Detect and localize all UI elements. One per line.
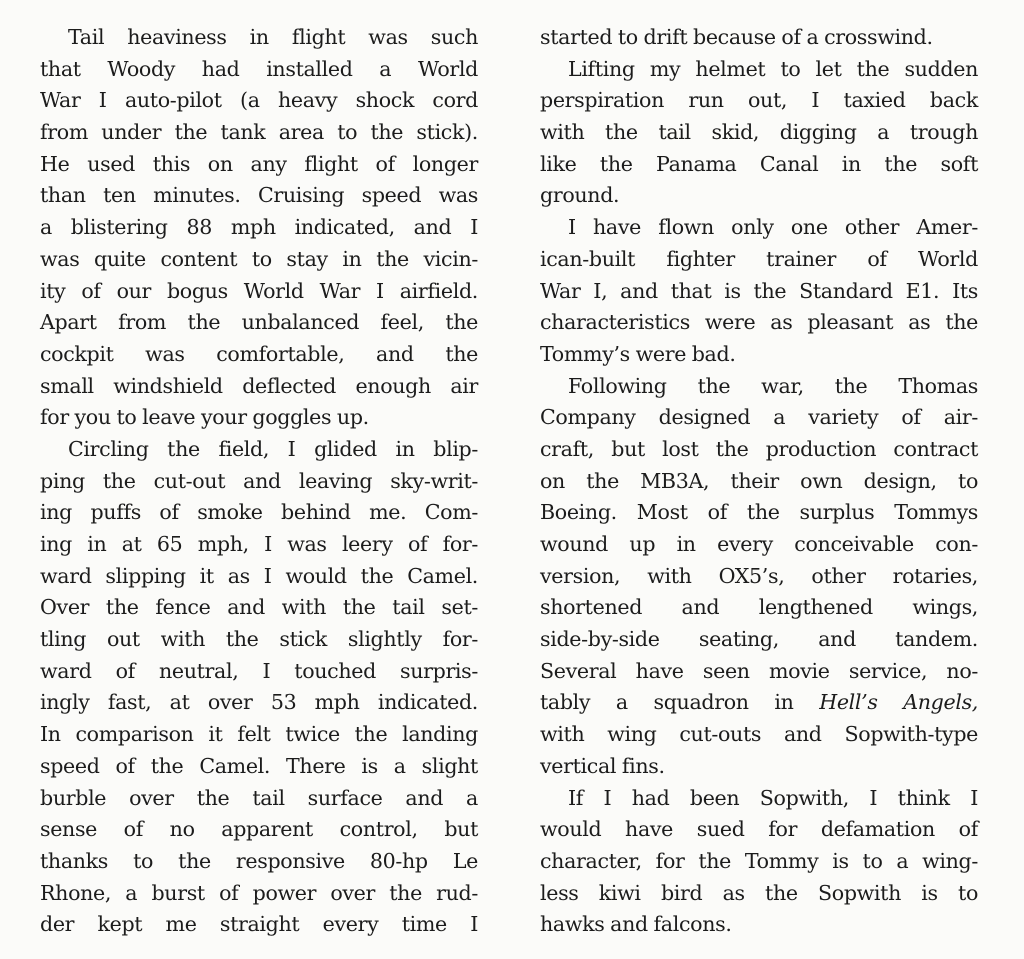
- text-line: Boeing. Most of the surplus Tommys: [540, 500, 978, 525]
- text-line: War I auto-pilot (a heavy shock cord: [40, 88, 478, 113]
- text-line: from under the tank area to the stick).: [40, 120, 478, 145]
- right-column: [540, 22, 978, 941]
- text-line: ican-built fighter trainer of World: [540, 246, 978, 271]
- text-line: Rhone, a burst of power over the rud-: [40, 880, 478, 905]
- text-line: ping the cut-out and leaving sky-writ-: [40, 468, 478, 493]
- text-line: [540, 687, 978, 719]
- text-line: perspiration run out, I taxied back: [540, 88, 978, 113]
- text-line: Several have seen movie service, no-: [540, 658, 978, 683]
- text-line: Tail heaviness in flight was such: [68, 25, 478, 49]
- text-line: ity of our bogus World War I airfield.: [40, 278, 478, 303]
- text-line: with wing cut-outs and Sopwith-type: [540, 722, 978, 747]
- text-line: speed of the Camel. There is a slight: [40, 753, 478, 778]
- text-line: Apart from the unbalanced feel, the: [40, 310, 478, 335]
- text-line: thanks to the responsive 80-hp Le: [40, 848, 478, 873]
- text-line: would have sued for defamation of: [540, 817, 978, 842]
- text-line: Lifting my helmet to let the sudden: [568, 56, 978, 81]
- text-line: ward slipping it as I would the Camel.: [40, 563, 478, 588]
- text-line: ing in at 65 mph, I was leery of for-: [40, 532, 478, 556]
- text-line-roman: tably a squadron in: [540, 690, 794, 715]
- text-line: was quite content to stay in the vicin-: [40, 246, 478, 271]
- text-line: started to drift because of a crosswind.: [540, 25, 933, 49]
- text-line: vertical fins.: [540, 753, 665, 778]
- text-line: ingly fast, at over 53 mph indicated.: [40, 690, 478, 715]
- text-line: der kept me straight every time I: [40, 912, 478, 937]
- text-line: version, with OX5’s, other rotaries,: [540, 563, 978, 588]
- text-line: sense of no apparent control, but: [40, 817, 478, 842]
- text-line: than ten minutes. Cruising speed was: [40, 183, 478, 208]
- text-line: less kiwi bird as the Sopwith is to: [540, 880, 978, 905]
- text-line: Company designed a variety of air-: [540, 405, 978, 430]
- text-line: small windshield deflected enough air: [40, 373, 478, 398]
- film-title-italic: Hell’s Angels,: [819, 690, 978, 715]
- text-line: a blistering 88 mph indicated, and I: [40, 215, 478, 240]
- text-line: like the Panama Canal in the soft: [540, 151, 978, 176]
- text-line: craft, but lost the production contract: [540, 436, 978, 461]
- text-line: ground.: [540, 183, 620, 208]
- text-line: for you to leave your goggles up.: [40, 405, 369, 430]
- text-line: with the tail skid, digging a trough: [540, 120, 978, 145]
- text-line: shortened and lengthened wings,: [540, 595, 978, 620]
- text-line: side-by-side seating, and tandem.: [540, 627, 978, 652]
- text-line: that Woody had installed a World: [40, 56, 478, 81]
- text-line: ing puffs of smoke behind me. Com-: [40, 500, 478, 525]
- text-line: Circling the field, I glided in blip-: [68, 436, 478, 461]
- text-line: ward of neutral, I touched surpris-: [40, 658, 478, 683]
- text-line: Tommy’s were bad.: [540, 341, 736, 366]
- text-line: on the MB3A, their own design, to: [540, 468, 978, 493]
- left-column: [40, 22, 478, 941]
- text-line: burble over the tail surface and a: [40, 785, 478, 810]
- text-line: tling out with the stick slightly for-: [40, 627, 478, 652]
- text-line: He used this on any flight of longer: [40, 151, 478, 176]
- text-line: If I had been Sopwith, I think I: [568, 785, 978, 810]
- text-line: hawks and falcons.: [540, 912, 732, 937]
- text-line: I have flown only one other Amer-: [568, 215, 978, 240]
- text-line: cockpit was comfortable, and the: [40, 341, 478, 366]
- text-line: characteristics were as pleasant as the: [540, 310, 978, 335]
- text-line: character, for the Tommy is to a wing-: [540, 848, 978, 873]
- text-line: War I, and that is the Standard E1. Its: [540, 278, 978, 303]
- text-line: In comparison it felt twice the landing: [40, 722, 478, 747]
- text-line: wound up in every conceivable con-: [540, 532, 978, 556]
- text-line: Over the fence and with the tail set-: [40, 595, 478, 620]
- text-line: Following the war, the Thomas: [568, 373, 978, 398]
